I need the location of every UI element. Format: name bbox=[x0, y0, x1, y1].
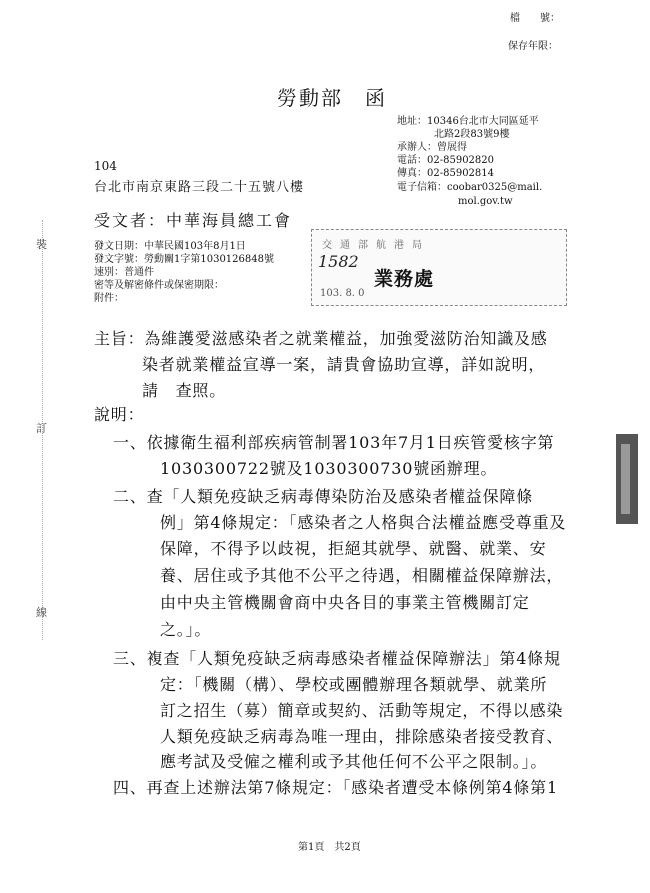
stamp-agency: 交通部航港局 bbox=[322, 240, 430, 251]
subject-line-3: 請 查照。 bbox=[142, 381, 227, 400]
item-2-line-6: 之。」。 bbox=[160, 620, 212, 639]
archive-number-label: 檔 號： bbox=[510, 13, 560, 24]
recipient-postal-code: 104 bbox=[94, 159, 117, 173]
attachments: 附件： bbox=[94, 293, 124, 304]
sender-address-label: 地址： bbox=[397, 116, 427, 127]
subject-line-2: 染者就業權益宣導一案，請貴會協助宣導，詳如說明， bbox=[142, 355, 546, 374]
stamp-date: 103. 8. 0 bbox=[320, 288, 365, 299]
sender-contact: 承辦人：曾展得 bbox=[397, 142, 467, 153]
item-2-line-4: 養、居住或予其他不公平之待遇，相關權益保障辦法， bbox=[160, 566, 564, 585]
recipient-street: 台北市南京東路三段二十五號八樓 bbox=[94, 180, 305, 195]
item-2-line-5: 由中央主管機關會商中央各目的事業主管機關訂定 bbox=[160, 593, 530, 612]
binding-mark-ding: 訂 bbox=[36, 422, 47, 435]
sender-fax: 傳真：02-85902814 bbox=[397, 168, 495, 179]
item-2-line-3: 保障，不得予以歧視，拒絕其就學、就醫、就業、安 bbox=[160, 539, 547, 558]
received-stamp bbox=[311, 229, 567, 306]
item-2-line-1: 二、查「人類免疫缺乏病毒傳染防治及感染者權益保障條 bbox=[113, 487, 534, 506]
item-3-line-4: 人類免疫缺乏病毒為唯一理由，排除感染者接受教育、 bbox=[160, 727, 564, 746]
document-title: 勞動部 函 bbox=[277, 86, 387, 110]
sender-phone: 電話：02-85902820 bbox=[397, 155, 495, 166]
stamp-handwritten-number: 1582 bbox=[318, 252, 359, 271]
sender-email-line2: mol.gov.tw bbox=[458, 196, 513, 207]
sender-address-line2: 北路2段83號9樓 bbox=[434, 129, 510, 140]
speed-class: 速別：普通件 bbox=[94, 267, 154, 278]
secrecy-level: 密等及解密條件或保密期限： bbox=[94, 280, 224, 291]
binding-mark-xian: 線 bbox=[36, 606, 47, 619]
item-3-line-1: 三、複查「人類免疫缺乏病毒感染者權益保障辦法」第4條規 bbox=[113, 649, 561, 668]
retention-period-label: 保存年限： bbox=[508, 41, 558, 52]
recipient: 受文者：中華海員總工會 bbox=[94, 211, 293, 230]
item-3-line-2: 定：「機關（構）、學校或團體辦理各類就學、就業所 bbox=[160, 675, 548, 694]
issue-number: 發文字號：勞動關1字第1030126848號 bbox=[94, 254, 274, 265]
item-2-line-2: 例」第4條規定：「感染者之人格與合法權益應受尊重及 bbox=[160, 513, 567, 532]
issue-date: 發文日期：中華民國103年8月1日 bbox=[94, 241, 246, 252]
sender-email-line1: 電子信箱：coobar0325@mail. bbox=[397, 182, 543, 193]
item-1-line-1: 一、依據衛生福利部疾病管制署103年7月1日疾管愛核字第 bbox=[113, 433, 555, 452]
item-3-line-3: 訂之招生（募）簡章或契約、活動等規定，不得以感染 bbox=[160, 701, 564, 720]
page-footer: 第1頁 共2頁 bbox=[298, 842, 361, 853]
scan-edge-mark bbox=[616, 434, 638, 524]
item-4-line-1: 四、再查上述辦法第7條規定：「感染者遭受本條例第4條第1 bbox=[113, 778, 558, 797]
sender-address-line1: 10346台北市大同區延平 bbox=[427, 116, 539, 127]
item-3-line-5: 應考試及受僱之權利或予其他任何不公平之限制。」。 bbox=[160, 752, 548, 771]
subject-line-1: 主旨：為維護愛滋感染者之就業權益，加強愛滋防治知識及感 bbox=[94, 329, 548, 348]
item-1-line-2: 1030300722號及1030300730號函辦理。 bbox=[160, 459, 498, 478]
stamp-department: 業務處 bbox=[374, 268, 435, 290]
binding-mark-zhuang: 裝 bbox=[36, 238, 47, 251]
explanation-heading: 說明： bbox=[94, 405, 145, 424]
